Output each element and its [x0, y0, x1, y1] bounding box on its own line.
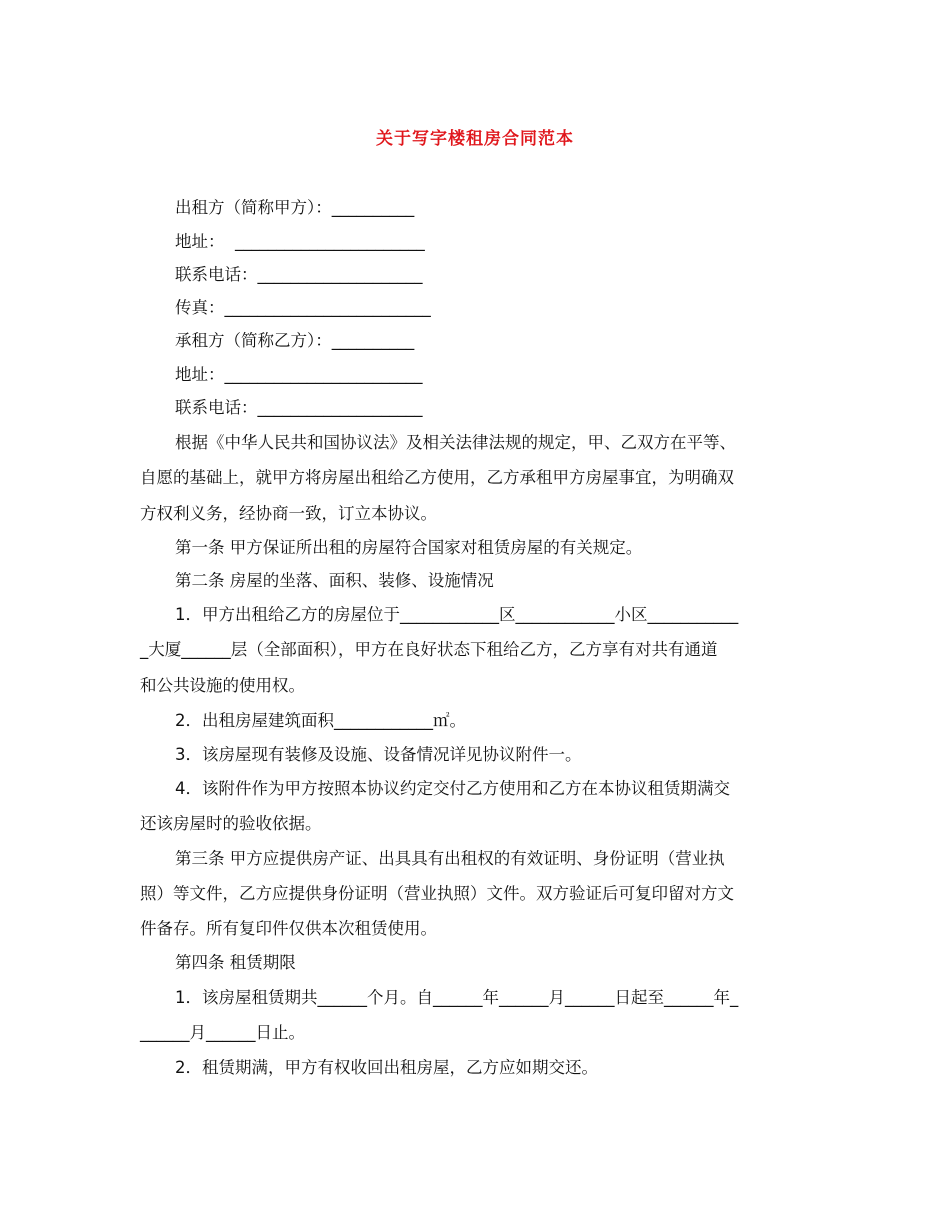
article-2-item-3: 3．该房屋现有装修及设施、设备情况详见协议附件一。 [175, 745, 582, 764]
article-2-item-1-line-3: 和公共设施的使用权。 [140, 676, 305, 695]
preamble-line-1: 根据《中华人民共和国协议法》及相关法律法规的规定，甲、乙双方在平等、 [175, 433, 736, 452]
lessee-name-field: 承租方（简称乙方）：__________ [175, 331, 415, 350]
document-title: 关于写字楼租房合同范本 [376, 129, 574, 149]
preamble-line-3: 方权利义务，经协商一致，订立本协议。 [140, 504, 437, 523]
lessor-phone-field: 联系电话：____________________ [175, 265, 423, 284]
lessee-address-field: 地址：________________________ [175, 365, 423, 384]
article-3-line-2: 照）等文件，乙方应提供身份证明（营业执照）文件。双方验证后可复印留对方文 [140, 884, 734, 903]
lessor-name-field: 出租方（简称甲方）：__________ [175, 198, 415, 217]
article-2-item-1-line-1: 1．甲方出租给乙方的房屋位于____________区____________小区___________ [175, 605, 739, 624]
article-2-item-1-line-2: _大厦______层（全部面积），甲方在良好状态下租给乙方，乙方享有对共有通道 [140, 640, 718, 659]
article-4-item-1-line-1: 1．该房屋租赁期共______个月。自______年______月______日起至______年_ [175, 988, 739, 1007]
lessor-address-field: 地址： _______________________ [175, 232, 425, 251]
article-2-item-4-line-1: 4．该附件作为甲方按照本协议约定交付乙方使用和乙方在本协议租赁期满交 [175, 779, 730, 798]
preamble-line-2: 自愿的基础上，就甲方将房屋出租给乙方使用，乙方承租甲方房屋事宜，为明确双 [140, 468, 734, 487]
article-3-line-1: 第三条 甲方应提供房产证、出具具有出租权的有效证明、身份证明（营业执 [175, 849, 725, 868]
article-4-item-1-line-2: ______月______日止。 [140, 1023, 305, 1042]
article-3-line-3: 件备存。所有复印件仅供本次租赁使用。 [140, 919, 437, 938]
article-2-item-4-line-2: 还该房屋时的验收依据。 [140, 814, 322, 833]
article-4-heading: 第四条 租赁期限 [175, 953, 296, 972]
lessee-phone-field: 联系电话：____________________ [175, 398, 423, 417]
article-4-item-2: 2．租赁期满，甲方有权收回出租房屋，乙方应如期交还。 [175, 1058, 598, 1077]
lessor-fax-field: 传真：_________________________ [175, 298, 431, 317]
article-2-item-2: 2．出租房屋建筑面积____________㎡。 [175, 711, 466, 730]
article-1: 第一条 甲方保证所出租的房屋符合国家对租赁房屋的有关规定。 [175, 538, 643, 557]
article-2-heading: 第二条 房屋的坐落、面积、装修、设施情况 [175, 571, 494, 590]
